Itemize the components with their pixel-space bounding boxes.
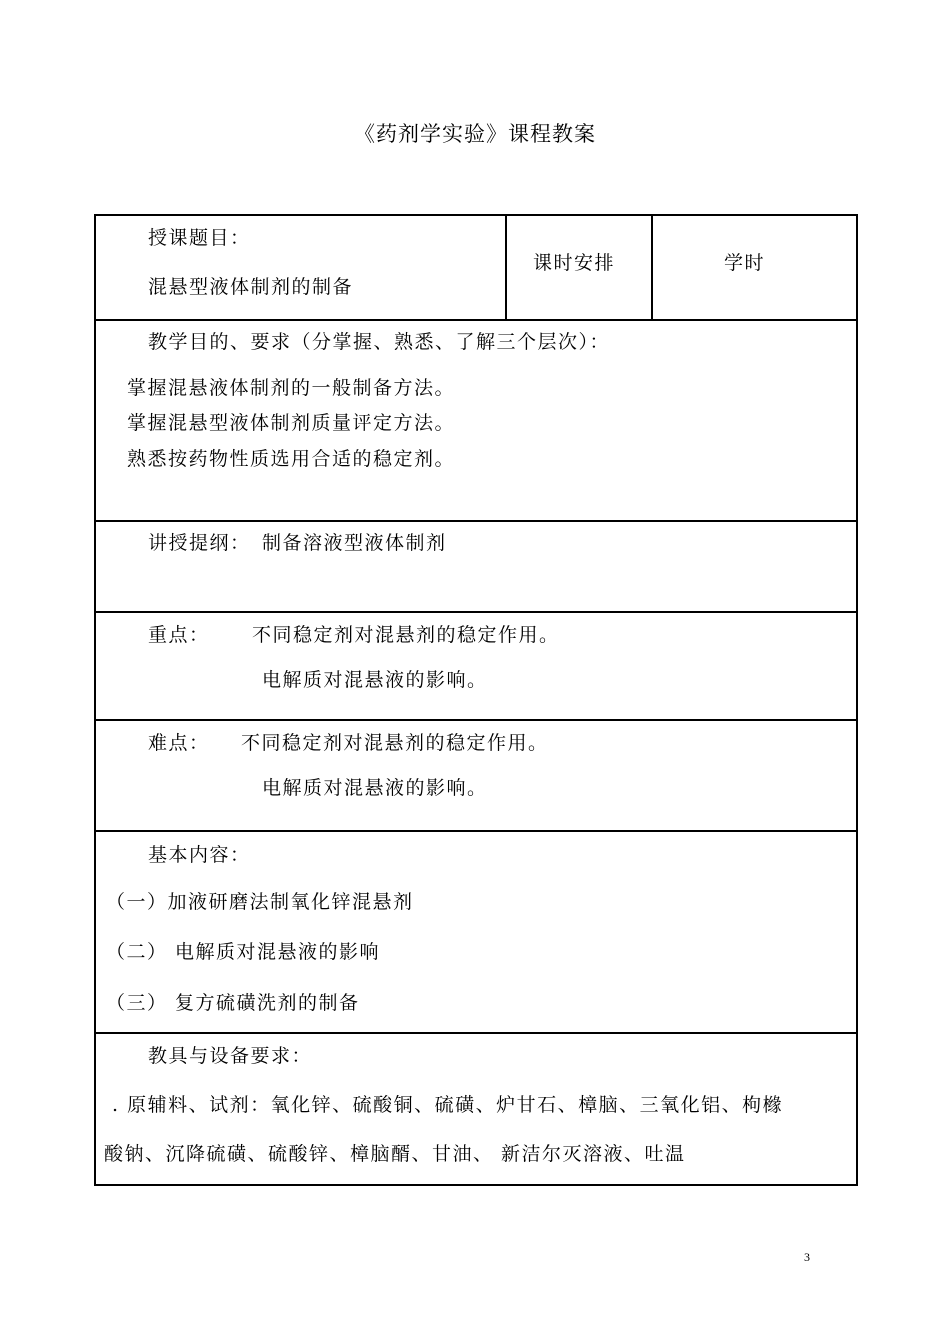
lesson-plan-table <box>94 214 858 1186</box>
content-item: （二） 电解质对混悬液的影响 <box>106 941 381 963</box>
content-item: （一）加液研磨法制氧化锌混悬剂 <box>106 891 414 913</box>
objective-item: 掌握混悬型液体制剂质量评定方法。 <box>127 412 456 434</box>
key-points-label: 重点： <box>148 624 210 646</box>
row-divider <box>94 319 858 321</box>
schedule-label: 课时安排 <box>533 252 616 274</box>
objectives-label: 教学目的、要求（分掌握、熟悉、了解三个层次）： <box>148 331 611 353</box>
row-divider <box>94 611 858 613</box>
row-divider <box>94 719 858 721</box>
document-title: 《药剂学实验》课程教案 <box>354 122 596 146</box>
row-divider <box>94 520 858 522</box>
topic-value: 混悬型液体制剂的制备 <box>148 276 354 298</box>
outline-value: 制备溶液型液体制剂 <box>262 532 447 554</box>
column-divider <box>651 214 653 320</box>
row-divider <box>94 830 858 832</box>
hours-label: 学时 <box>724 252 766 274</box>
equipment-line: 酸钠、沉降硫磺、硫酸锌、樟脑醑、甘油、 新洁尔灭溶液、吐温 <box>104 1143 686 1165</box>
key-point-item: 电解质对混悬液的影响。 <box>262 669 488 691</box>
objective-item: 熟悉按药物性质选用合适的稳定剂。 <box>127 448 456 470</box>
topic-label: 授课题目： <box>148 227 251 249</box>
column-divider <box>505 214 507 320</box>
key-point-item: 不同稳定剂对混悬剂的稳定作用。 <box>252 624 560 646</box>
content-label: 基本内容： <box>148 844 251 866</box>
difficulty-item: 电解质对混悬液的影响。 <box>262 777 488 799</box>
outline-label: 讲授提纲： <box>148 532 251 554</box>
difficulty-item: 不同稳定剂对混悬剂的稳定作用。 <box>241 732 549 754</box>
equipment-line: . 原辅料、试剂：氧化锌、硫酸铜、硫磺、炉甘石、樟脑、三氧化铝、枸橼 <box>112 1094 784 1116</box>
page-number: 3 <box>804 1250 810 1264</box>
difficulties-label: 难点： <box>148 732 210 754</box>
equipment-label: 教具与设备要求： <box>148 1045 313 1067</box>
objective-item: 掌握混悬液体制剂的一般制备方法。 <box>127 377 456 399</box>
row-divider <box>94 1032 858 1034</box>
content-item: （三） 复方硫磺洗剂的制备 <box>106 992 360 1014</box>
